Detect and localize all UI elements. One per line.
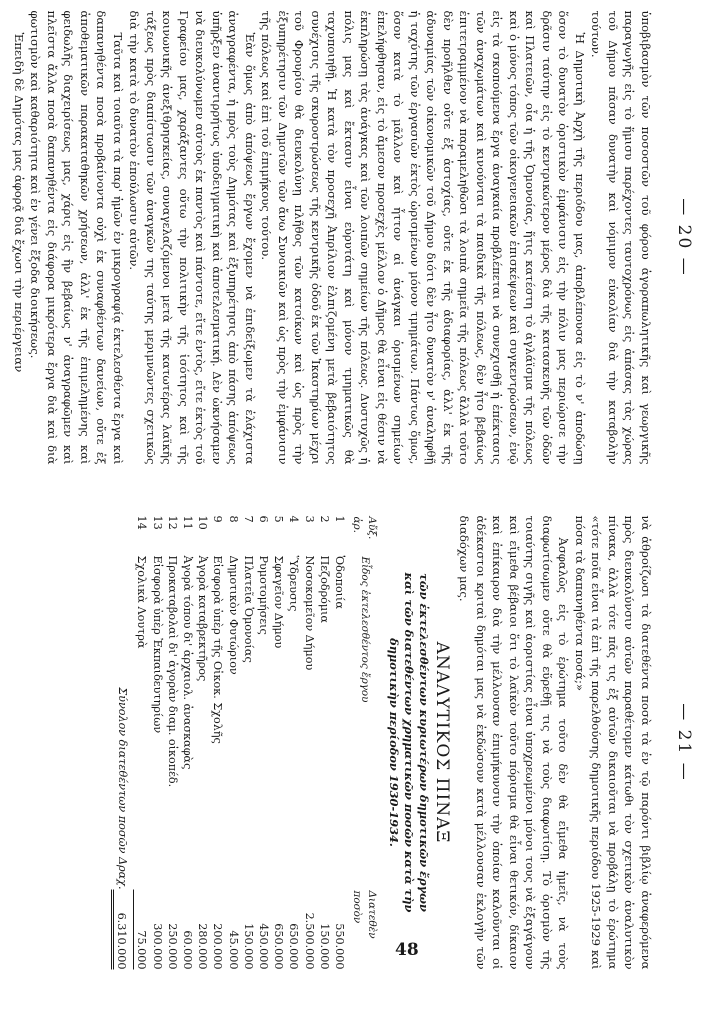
row-cost: 200.000 bbox=[211, 923, 225, 970]
table-row bbox=[256, 516, 271, 970]
row-work: Πεζοδρόμια bbox=[317, 555, 331, 624]
row-work: Πλατεῖα Ὁμονοίας bbox=[241, 555, 255, 663]
row-cost: 150.000 bbox=[241, 923, 255, 970]
table-subtitle-line: δημοτικὴν περίοδον 1930-1934. bbox=[387, 638, 402, 847]
total-value: 6.310.000 bbox=[113, 890, 134, 970]
row-cost: 250.000 bbox=[165, 923, 179, 970]
row-work: Σφαγεῖον Δήμου bbox=[272, 555, 286, 649]
table-header-row bbox=[347, 516, 380, 970]
row-number: 2 bbox=[317, 515, 331, 523]
left-page-folio: — 20 — bbox=[674, 198, 694, 277]
table-row bbox=[271, 516, 286, 970]
header-cost: Διατεθὲν ποσὸν bbox=[351, 890, 379, 939]
total-label: Σύνολον διατεθέντων ποσῶν Δραχ. bbox=[115, 687, 129, 890]
row-cost: 75.000 bbox=[135, 930, 149, 970]
table-row bbox=[286, 516, 301, 970]
total-row bbox=[113, 516, 134, 970]
row-work: Προκαταβολαὶ δι' ἀγορὰν διαμ. οἰκοπέδ. bbox=[165, 555, 179, 788]
row-work: Ἀγορὰ καταβρεκτῆρος bbox=[196, 555, 210, 682]
right-page-body bbox=[111, 516, 654, 970]
row-cost: 45.000 bbox=[226, 930, 240, 970]
row-number: 4 bbox=[287, 515, 301, 523]
table-subtitle-line: τῶν ἐκτελεσθέντων κυριωτέρων δημοτικῶν ἔργων bbox=[417, 573, 432, 912]
table-row bbox=[225, 516, 240, 970]
table-row bbox=[149, 516, 164, 970]
table-subtitle-line: καὶ τῶν διατεθέντων χρηματικῶν ποσῶν κατὰ τὴν bbox=[402, 572, 417, 913]
works-table bbox=[111, 516, 380, 970]
page-number: 48 bbox=[395, 940, 419, 960]
row-number: 11 bbox=[181, 515, 195, 530]
row-number: 5 bbox=[272, 515, 286, 523]
row-number: 10 bbox=[196, 515, 210, 530]
table-subtitle bbox=[387, 516, 432, 970]
row-cost: 650.000 bbox=[287, 923, 301, 970]
row-number: 6 bbox=[257, 515, 271, 523]
footnote: Ἐπειδὴ δὲ Δημότας μας ἀφορᾷ διὰ ἔχωσι τὴν περιέργειαν bbox=[12, 32, 26, 373]
paragraph: Ταῦτα καὶ τοιαῦτα τὰ παρ' ἡμῶν ἐν μικρογραφίᾳ ἐκτελεσθέντα ἔργα καὶ δαπανηθέντα ποσὰ προβαίνοντα οὐχὶ ἐκ συναφθέντων δανείων, οὔτε ἐξ ἀποθεματικῶν παρακαταθηκῶν χρήσεων, ἀλλ' ἐκ τῆς ἐπιμελημένης καὶ φειδωλῆς διαχειρίσεως μας, χάρις εἰς ἣν βεβαίως ν' ἀναγραφῶμεν καὶ πλεῖστα ἄλλα ποσὰ δαπανηθέντα εἰς διάφορα μικρότερα ἔργα διὰ καὶ διὰ φωτισμὸν καὶ καθαριότητα καὶ ἐν γένει ἔξοδα διοικήσεως. bbox=[28, 10, 125, 465]
book-spread bbox=[12, 3, 702, 978]
paragraph: νὰ ἀθροίζωσι τὰ διατεθέντα ποσὰ τὰ ἐν τῷ παρόντι βιβλίῳ ἀναφερόμενα πρὸς διευκολύνσιν αὐτῶν παραθέτομεν κάτωθι τὸν σχετικὸν ἀναλυτικὸν πίνακα, ἀλλὰ τότε πᾶς τις ἐξ αὐτῶν δικαιοῦται νὰ προβάλῃ τὸ ἐρώτημα «τότε ποῖα εἶναι τὰ ἐπὶ τῆς παρελθούσης δημοτικῆς περιόδου 1925-1929 καὶ πόσα τὰ δαπανηθέντα ποσά;» bbox=[573, 515, 653, 970]
row-cost: 280.000 bbox=[196, 923, 210, 970]
row-number: 12 bbox=[165, 515, 179, 530]
left-page-body bbox=[11, 11, 655, 465]
row-work: Σχολικὰ Λουτρὰ bbox=[135, 555, 149, 649]
row-work: Εἰσφορὰ ὑπὲρ τῆς Οἰκοκ. Σχολῆς bbox=[211, 555, 225, 744]
row-number: 3 bbox=[302, 515, 316, 523]
row-cost: 450.000 bbox=[257, 923, 271, 970]
table-row bbox=[332, 516, 347, 970]
table-body bbox=[134, 516, 347, 970]
header-work: Εἶδος ἐκτελεσθέντος ἔργου bbox=[358, 556, 371, 703]
row-work: Ρυμοτομήσεις bbox=[257, 555, 271, 635]
row-number: 8 bbox=[226, 515, 240, 523]
table-row bbox=[301, 516, 316, 970]
row-cost: 60.000 bbox=[181, 930, 195, 970]
row-number: 7 bbox=[241, 515, 255, 523]
row-number: 9 bbox=[211, 515, 225, 523]
paragraph: Ἡ Δημοτικὴ Ἀρχὴ τῆς περιόδου μας, ἀποβλέπουσα εἰς τὸ ν' ἀποδώσῃ ὅσον τὸ δυνατὸν ὁριστικὸν ἐμφάνισιν εἰς τὴν πόλιν μας περιώρισε τὴν δρᾶσιν ταύτην εἰς τὸ κεντρικώτερον μέρος διὰ τῆς κατασκευῆς τῶν ὁδῶν καὶ Πλατειῶν, οἷα ἡ τῆς Ὁμονοίας, ἥτις κατέστη τὸ ἀγλάϊσμα τῆς πόλεως καὶ ὁ μόνος τόπος τῶν οἰκογενειακῶν ἐπισκέψεων καὶ συγκεντρώσεων, ἐνῷ εἰς τὰ σκοπούμενα ἔργα ἀναγκαία προβλέπεται νὰ συνεχισθῇ ἡ ἐπέκτασις τῶν ἀναχωμάτων καὶ κινούνται τὰ παιδικὰ τῆς πόλεως, δὲν ἦτο βεβαίως ἐπιτετραμμένον νὰ παραμεληθῶσι τὰ λοιπὰ σημεῖα τῆς πόλεως ἄλλὰ τοῦτο δὲν προῆλθεν οὔτε ἐξ ἀστοχίας, οὔτε ἐκ τῆς ἀδιαφορίας, ἀλλ' ἐκ τῆς ἀδυναμίας τῶν οἰκονομικῶν τοῦ Δήμου διότι δὲν ἦτο δυνατὸν ν' ἀναληφθῇ ἡ ταχύτης τῶν ἐργασιῶν ἐκτὸς ὡρισμένων μόνον τμημάτων. Πάντως ὅμως, ὅσον κατὰ τὸ μᾶλλον καὶ ἧττον αἱ ἀνάγκαι ὁρισμένων σημείων ἐπελήφθησαν, εἰς τὸ ἄμεσον προσεχὲς μέλλον ὁ Δῆμος θὰ εἶναι εἰς θέσιν νὰ ἐκπληρώσῃ τὰς ἀνάγκας καὶ τῶν λοιπῶν σημείων τῆς πόλεως. Δυστυχῶς ἡ πόλις μας καὶ ἔκτασιν εἶναι εὐρυτάτη καὶ μόνον τμηματικῶς θὰ ταχυποιηθῇ. Ἡ κατὰ τὸν προσεχῆ Ἀπρίλιον ἐλπιζομένη μετὰ βεβαιότητος συνέχισις τῆς σκυροστρώσεως τῆς κεντρικῆς ὁδοῦ ἐκ τῶν Ἰκαστηρίων μέχρι τοῦ Φρουρίου θὰ διευκολύνῃ πλῆθος τῶν κατοίκων καὶ ὡς πρὸς τὴν ἐξυπηρέτησιν τῶν Δημοτῶν τῶν ἄνω Συνοικιῶν καὶ ὡς πρὸς τὴν ἐμφάνισιν τῆς πόλεως καὶ ἐπὶ τοῦ ἐπιμήκους τούτου. bbox=[259, 10, 587, 465]
row-work: Ὁδοποιία bbox=[333, 555, 347, 610]
left-page bbox=[12, 3, 702, 473]
table-title: ΑΝΑΛΥΤΙΚΟΣ ΠΙΝΑΞ bbox=[432, 641, 452, 844]
right-page-folio: — 21 — bbox=[674, 703, 694, 782]
row-cost: 650.000 bbox=[272, 923, 286, 970]
paragraph: ὑποβιβασμὸν τῶν ποσοστῶν τοῦ φόρου ἀγοραπωλητικῆς καὶ γεωργικῆς παραγωγῆς εἰς τὸ ἥμισυ παρέχοντες ταυτοχρόνως εἰς ἁπάσας τὰς χώρας τοῦ Δήμου πᾶσαν δυνατὴν καὶ νόμιμον εὐκολίαν διὰ τὴν καταβολὴν τούτων. bbox=[589, 10, 653, 465]
row-work: Ἀγορὰ τόπου δι' ἀρχαιολ. ἀνασκαφὰς bbox=[181, 555, 195, 770]
row-work: Εἰσφορὰ ὑπὲρ Ἐκπαιδευτηρίων bbox=[150, 555, 164, 734]
row-number: 13 bbox=[150, 515, 164, 530]
table-row bbox=[195, 516, 210, 970]
table-row bbox=[180, 516, 195, 970]
table-row bbox=[165, 516, 180, 970]
row-number: 14 bbox=[135, 515, 149, 530]
row-cost: 150.000 bbox=[317, 923, 331, 970]
row-cost: 550.000 bbox=[333, 923, 347, 970]
row-work: Ὕδρευσις bbox=[287, 555, 301, 612]
table-row bbox=[210, 516, 225, 970]
table-row bbox=[317, 516, 332, 970]
row-work: Νοσοκομεῖον Δήμου bbox=[302, 555, 316, 671]
row-cost: 2.500.000 bbox=[302, 912, 316, 970]
right-page bbox=[22, 508, 702, 978]
paragraph: Ἐὰν ὅμως ἀπὸ ἀπόψεως ἔργων ἔχομεν νὰ ἐπιδείξωμεν τὰ ἐλάχιστα ἀναγραφέντα, ἡ πρὸς τοὺς Δημότας καὶ ἐξυπηρέτησις ἀπὸ πάσης ἀπόψεως ὑπῆρξεν ἀναντιρρήτως ὑποδειγματικὴ καὶ ἀποτελεσματική. Δὲν ὠκνήσαμεν νὰ διευκολύνωμεν αὐτοὺς ἐκ παντὸς καὶ πάντοτε, εἴτε ἐντὸς, εἴτε ἐκτὸς τοῦ Γραφείου μας, χαράξαντες οὕτω τὴν πολιτικὴν τῆς ἰσότητος καὶ τῆς κοινωνικῆς ἀνεξιθρησκείας, συναγελαζόμενοι μετὰ τῆς κατωτέρας λαϊκῆς τάξεως πρὸς διαπίστωσιν τῶν ἀναγκῶν της ταύτης μεριμνῶντες σχετικῶς διὰ τὴν κατὰ τὸ δυνατὸν ἐπούλωσιν αὐτῶν. bbox=[127, 10, 257, 465]
row-work: Δημοτικὸν Φυτώριον bbox=[226, 555, 240, 675]
paragraph: Ἀσφαλῶς εἰς τὸ ἐρώτημα τοῦτο δὲν θὰ εἴμεθα ἡμεῖς, νὰ τοὺς διαφωτίσωμεν οὔτε θὰ εὕρεθῇ τις νὰ τοὺς διαφωτίσῃ. Τὸ ὁρισμὸν τῆς τοιαύτης σιγῆς καὶ ἀοριστίας εἶναι ὑποχρεωμένοι μόνοι τους νὰ ἐξαγάγουν καὶ εἴμεθα βέβαιοι ὅτι τὸ λαϊκὸν τοῦτο πόρισμα θὰ εἶναι θετικόν, δίκαιον καὶ ἐπίκαιρον διὰ τὴν μέλλουσαν ἐπιμήκυνσιν τὴν ὁποίαν καλοῦνται οἱ ἀδέκαστοι κριταὶ δημόται μας νὰ ἐκδώσουν κατὰ μέλλουσαν ἐκλογὴν τῶν διαδόχων μας. bbox=[457, 515, 571, 970]
table-row bbox=[134, 516, 150, 970]
header-num: Αὔξ. ἀρ. bbox=[351, 516, 379, 540]
row-cost: 300.000 bbox=[150, 923, 164, 970]
table-row bbox=[241, 516, 256, 970]
row-number: 1 bbox=[333, 515, 347, 523]
